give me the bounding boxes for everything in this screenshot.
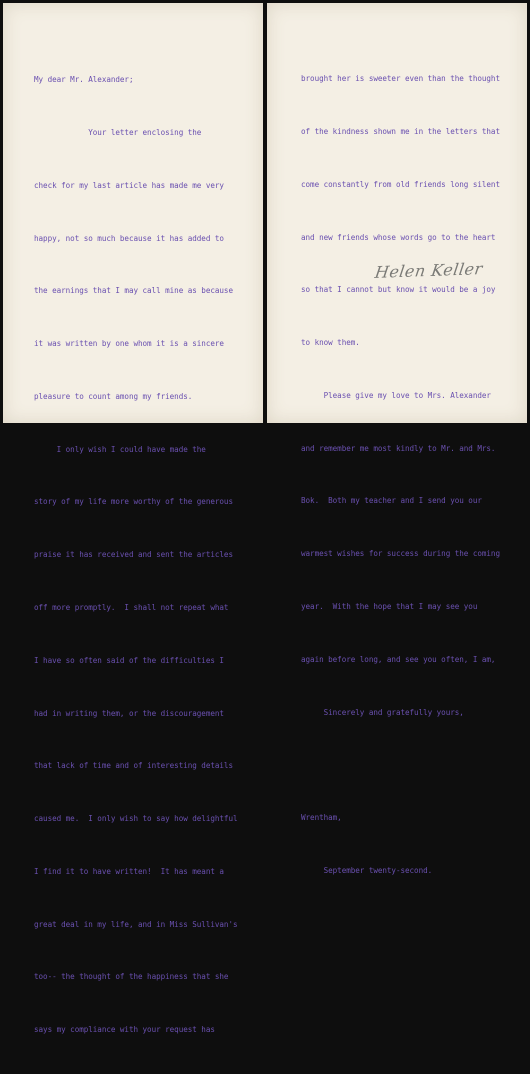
letter-line: Bok. Both my teacher and I send you our: [301, 496, 482, 506]
letter-line: of the kindness shown me in the letters that: [301, 126, 500, 136]
letter-line: again before long, and see you often, I am,: [301, 654, 496, 664]
letter-line: happy, not so much because it has added to: [34, 233, 224, 243]
letter-line: Sincerely and gratefully yours,: [301, 707, 464, 717]
letter-line: Wrentham,: [301, 813, 342, 823]
letter-line: too-- the thought of the happiness that she: [34, 972, 229, 982]
letter-line: and new friends whose words go to the heart: [301, 232, 496, 242]
letter-line: come constantly from old friends long silent: [301, 179, 500, 189]
letter-line: year. With the hope that I may see you: [301, 602, 478, 611]
letter-line: Your letter enclosing the: [34, 127, 202, 137]
letter-line: off more promptly. I shall not repeat what: [34, 603, 229, 612]
letter-line: to know them.: [301, 338, 360, 348]
letter-line: story of my life more worthy of the generous: [34, 497, 233, 507]
letter-line: September twenty-second.: [301, 865, 433, 875]
letter-line: I only wish I could have made the: [34, 444, 206, 454]
letter-text-right: [301, 35, 500, 915]
letter-line: My dear Mr. Alexander;: [34, 75, 134, 85]
letter-line: so that I cannot but know it would be a joy: [301, 285, 496, 295]
handwritten-signature: Helen Keller: [373, 259, 485, 282]
letter-page-left: [3, 3, 263, 1035]
letter-line: pleasure to count among my friends.: [34, 391, 193, 401]
letter-line: brought her is sweeter even than the thought: [301, 74, 500, 84]
letter-line: caused me. I only wish to say how delightful: [34, 814, 238, 824]
letter-line: and remember me most kindly to Mr. and Mrs.: [301, 443, 496, 453]
letter-line: [301, 756, 500, 774]
letter-line: Please give my love to Mrs. Alexander: [301, 390, 491, 400]
letter-line: praise it has received and sent the articles: [34, 550, 233, 560]
letter-line: had in writing them, or the discouragement: [34, 708, 224, 718]
letter-line: the earnings that I may call mine as because: [34, 286, 233, 296]
letter-line: I find it to have written! It has meant a: [34, 866, 224, 876]
letter-line: check for my last article has made me very: [34, 180, 224, 190]
letter-line: warmest wishes for success during the coming: [301, 549, 500, 559]
letter-line: says my compliance with your request has: [34, 1025, 215, 1035]
letter-line: it was written by one whom it is a sincere: [34, 339, 224, 349]
letter-line: great deal in my life, and in Miss Sullivan's: [34, 919, 238, 929]
letter-line: I have so often said of the difficulties I: [34, 655, 224, 665]
letter-page-right: [267, 3, 527, 875]
letter-text-left: [34, 36, 237, 1074]
letter-line: that lack of time and of interesting details: [34, 761, 233, 771]
